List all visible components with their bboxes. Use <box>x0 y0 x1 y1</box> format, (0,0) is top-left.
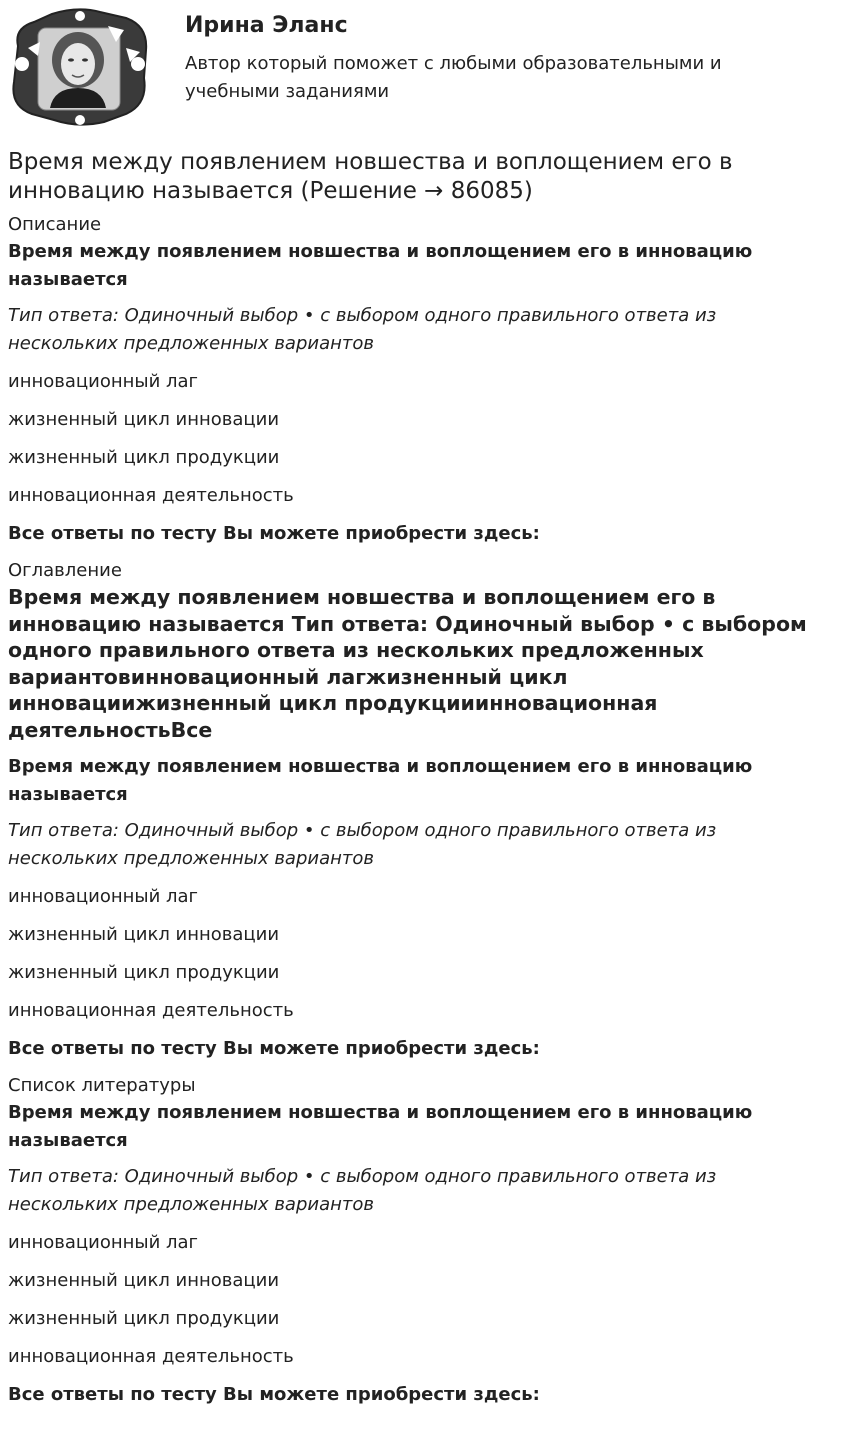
purchase-note: Все ответы по тесту Вы можете приобрести здесь: <box>8 1384 540 1405</box>
answer-option: инновационная деятельность <box>8 485 294 506</box>
answer-option: жизненный цикл продукции <box>8 1308 280 1329</box>
author-description: Автор который поможет с любыми образовательными и учебными заданиями <box>185 53 722 102</box>
answer-option: инновационный лаг <box>8 371 199 392</box>
answer-option: жизненный цикл инновации <box>8 1270 280 1291</box>
answer-option: жизненный цикл продукции <box>8 962 280 983</box>
question-text: Время между появлением новшества и воплощением его в инновацию называется <box>8 1102 753 1151</box>
literature-section <box>8 1073 828 1409</box>
answer-type: Тип ответа: Одиночный выбор • с выбором одного правильного ответа из нескольких предложенных вариантов <box>8 1166 717 1215</box>
author-header <box>0 0 847 135</box>
page-title: Время между появлением новшества и воплощением его в инновацию называется (Решение → 86085) <box>8 149 733 204</box>
purchase-note: Все ответы по тесту Вы можете приобрести здесь: <box>8 523 540 544</box>
section-label-description: Описание <box>8 214 102 235</box>
answer-option: инновационная деятельность <box>8 1346 294 1367</box>
description-section <box>8 212 828 548</box>
answer-option: жизненный цикл инновации <box>8 409 280 430</box>
section-label-literature: Список литературы <box>8 1075 196 1096</box>
avatar[interactable] <box>8 8 150 126</box>
answer-option: жизненный цикл продукции <box>8 447 280 468</box>
answer-option: инновационный лаг <box>8 1232 199 1253</box>
answer-option: инновационная деятельность <box>8 1000 294 1021</box>
answer-type: Тип ответа: Одиночный выбор • с выбором одного правильного ответа из нескольких предложенных вариантов <box>8 820 717 869</box>
avatar-image <box>8 8 150 126</box>
author-name[interactable]: Ирина Эланс <box>185 13 348 38</box>
answer-option: жизненный цикл инновации <box>8 924 280 945</box>
answer-option: инновационный лаг <box>8 886 199 907</box>
question-text: Время между появлением новшества и воплощением его в инновацию называется <box>8 241 753 290</box>
purchase-note: Все ответы по тесту Вы можете приобрести здесь: <box>8 1038 540 1059</box>
answer-type: Тип ответа: Одиночный выбор • с выбором одного правильного ответа из нескольких предложенных вариантов <box>8 305 717 354</box>
section-label-toc: Оглавление <box>8 560 122 581</box>
toc-text: Время между появлением новшества и воплощением его в инновацию называется Тип ответа: Одиночный выбор • с выбором одного правильного ответа из нескольких предложенных вариантовинновационный лагжизненный цикл инновациижизненный цикл продукцииинновационная деятельностьВсе <box>8 585 807 742</box>
toc-section <box>8 558 828 1063</box>
main-content <box>8 148 828 1419</box>
question-text: Время между появлением новшества и воплощением его в инновацию называется <box>8 756 753 805</box>
